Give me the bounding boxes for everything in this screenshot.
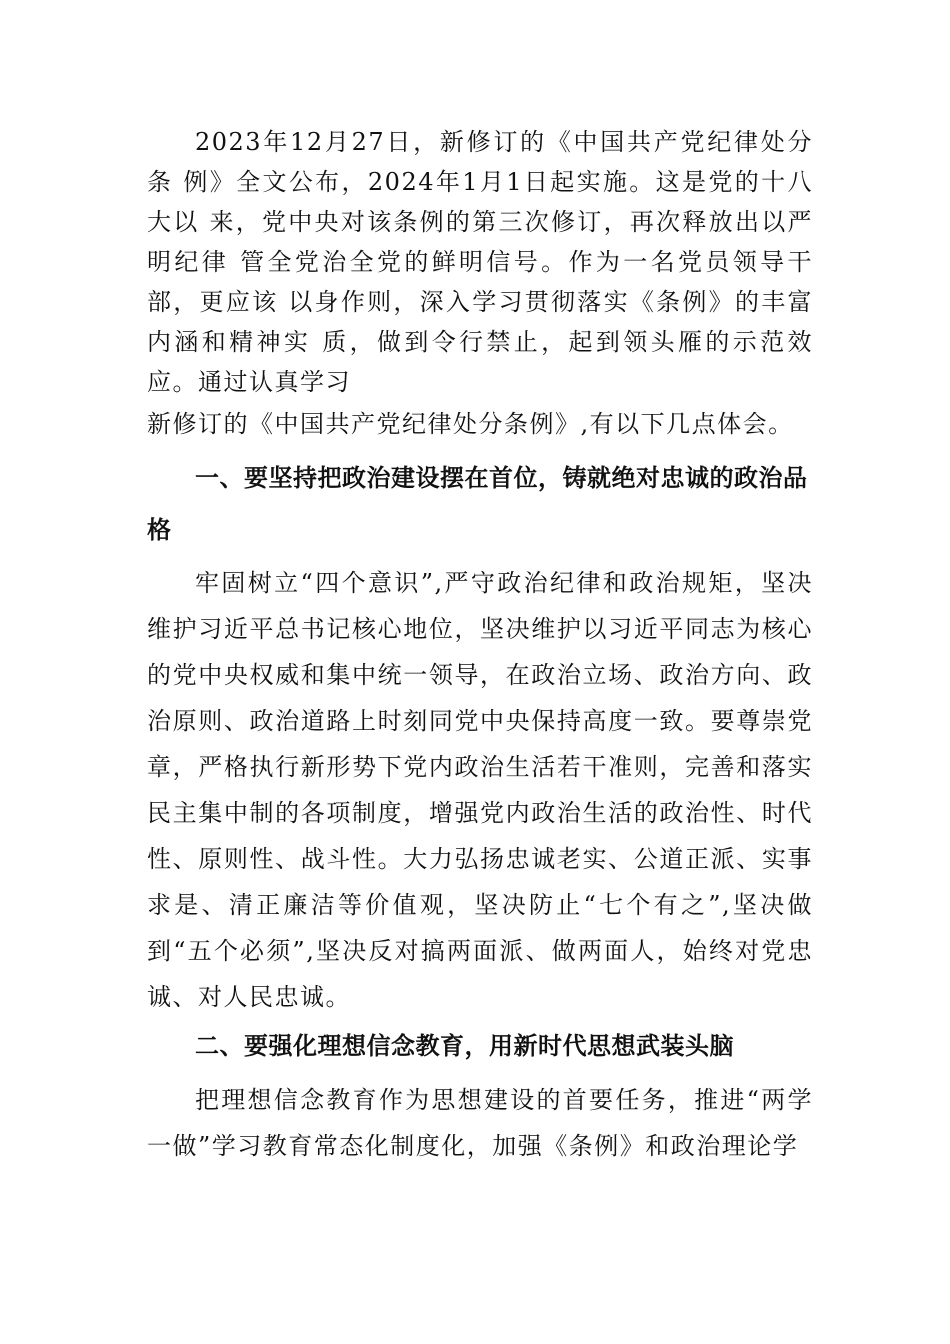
document-body <box>147 122 813 1169</box>
intro-continuation: 新修订的《中国共产党纪律处分条例》,有以下几点体会。 <box>147 410 794 438</box>
section-1-paragraph: 牢固树立“四个意识”,严守政治纪律和政治规矩，坚决维护习近平总书记核心地位，坚决维护以习近平同志为核心的党中央权威和集中统一领导，在政治立场、政治方向、政治原则、政治道路上时刻同党中央保持高度一致。要尊崇党章，严格执行新形势下党内政治生活若干准则，完善和落实民主集中制的各项制度，增强党内政治生活的政治性、时代性、原则性、战斗性。大力弘扬忠诚老实、公道正派、实事求是、清正廉洁等价值观，坚决防止“七个有之”,坚决做到“五个必须”,坚决反对搞两面派、做两面人，始终对党忠诚、对人民忠诚。 <box>147 569 813 1011</box>
intro-paragraph: 2023年12月27日，新修订的《中国共产党纪律处分条 例》全文公布，2024年1月1日起实施。这是党的十八大以 来，党中央对该条例的第三次修订，再次释放出以严明纪律 管全党治全党的鲜明信号。作为一名党员领导干部，更应该 以身作则，深入学习贯彻落实《条例》的丰富内涵和精神实 质，做到令行禁止，起到领头雁的示范效应。通过认真学习 <box>147 128 813 396</box>
section-1-heading: 一、要坚持把政治建设摆在首位，铸就绝对忠诚的政治品格 <box>147 464 808 544</box>
section-2-paragraph: 把理想信念教育作为思想建设的首要任务，推进“两学一做”学习教育常态化制度化，加强《条例》和政治理论学 <box>147 1086 813 1160</box>
section-2-heading: 二、要强化理想信念教育，用新时代思想武装头脑 <box>195 1032 734 1060</box>
